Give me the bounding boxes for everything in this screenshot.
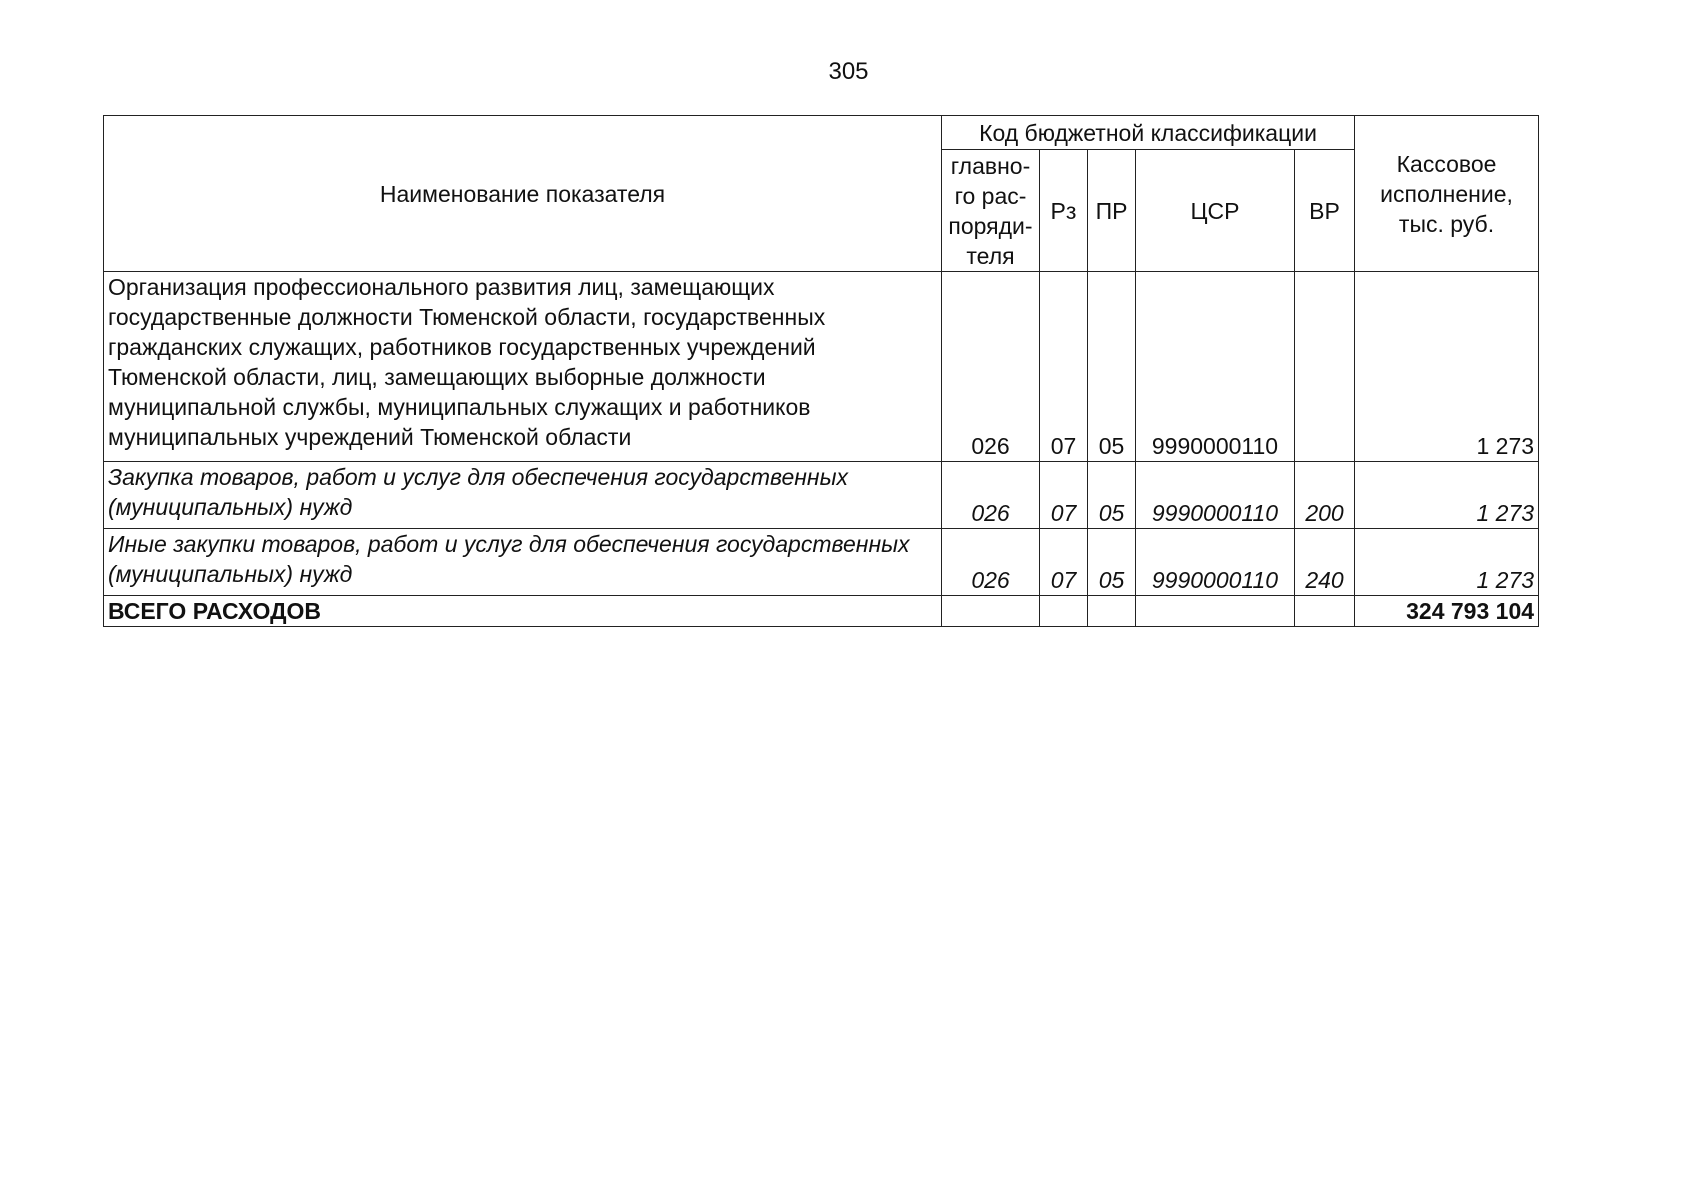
row-name: Организация профессионального развития лиц, замещающих государственные должности Тюменской области, государственных гражданских служащих, работников государственных учреждений Тюменской области, лиц, замещающих выборные должности муниципальной службы, муниципальных служащих и работников муниципальных учреждений Тюменской области	[104, 272, 942, 462]
total-label: ВСЕГО РАСХОДОВ	[104, 596, 942, 627]
row-vr: 240	[1295, 529, 1355, 596]
total-empty-cell	[1040, 596, 1088, 627]
table-row	[104, 529, 1539, 596]
row-pr: 05	[1088, 529, 1136, 596]
header-vr: ВР	[1295, 150, 1355, 272]
total-row	[104, 596, 1539, 627]
row-name: Закупка товаров, работ и услуг для обеспечения государственных (муниципальных) нужд	[104, 462, 942, 529]
table-row	[104, 272, 1539, 462]
row-rz: 07	[1040, 272, 1088, 462]
header-name: Наименование показателя	[104, 116, 942, 272]
row-rz: 07	[1040, 529, 1088, 596]
header-code-group: Код бюджетной классификации	[942, 116, 1355, 150]
header-main-manager: главно-го рас-поряди-теля	[942, 150, 1040, 272]
total-empty-cell	[1136, 596, 1295, 627]
header-pr: ПР	[1088, 150, 1136, 272]
header-row-top	[104, 116, 1539, 150]
expenditure-table	[103, 115, 1539, 627]
row-pr: 05	[1088, 272, 1136, 462]
row-rz: 07	[1040, 462, 1088, 529]
row-main-manager: 026	[942, 272, 1040, 462]
row-vr: 200	[1295, 462, 1355, 529]
row-amount: 1 273	[1355, 529, 1539, 596]
row-name: Иные закупки товаров, работ и услуг для обеспечения государственных (муниципальных) нужд	[104, 529, 942, 596]
total-empty-cell	[942, 596, 1040, 627]
row-csr: 9990000110	[1136, 529, 1295, 596]
page-number: 305	[828, 58, 869, 85]
header-amount: Кассовое исполнение, тыс. руб.	[1355, 116, 1539, 272]
total-empty-cell	[1088, 596, 1136, 627]
total-amount: 324 793 104	[1355, 596, 1539, 627]
row-main-manager: 026	[942, 529, 1040, 596]
row-pr: 05	[1088, 462, 1136, 529]
total-empty-cell	[1295, 596, 1355, 627]
table-row	[104, 462, 1539, 529]
header-csr: ЦСР	[1136, 150, 1295, 272]
row-amount: 1 273	[1355, 272, 1539, 462]
row-main-manager: 026	[942, 462, 1040, 529]
row-csr: 9990000110	[1136, 272, 1295, 462]
row-csr: 9990000110	[1136, 462, 1295, 529]
header-rz: Рз	[1040, 150, 1088, 272]
row-vr	[1295, 272, 1355, 462]
row-amount: 1 273	[1355, 462, 1539, 529]
